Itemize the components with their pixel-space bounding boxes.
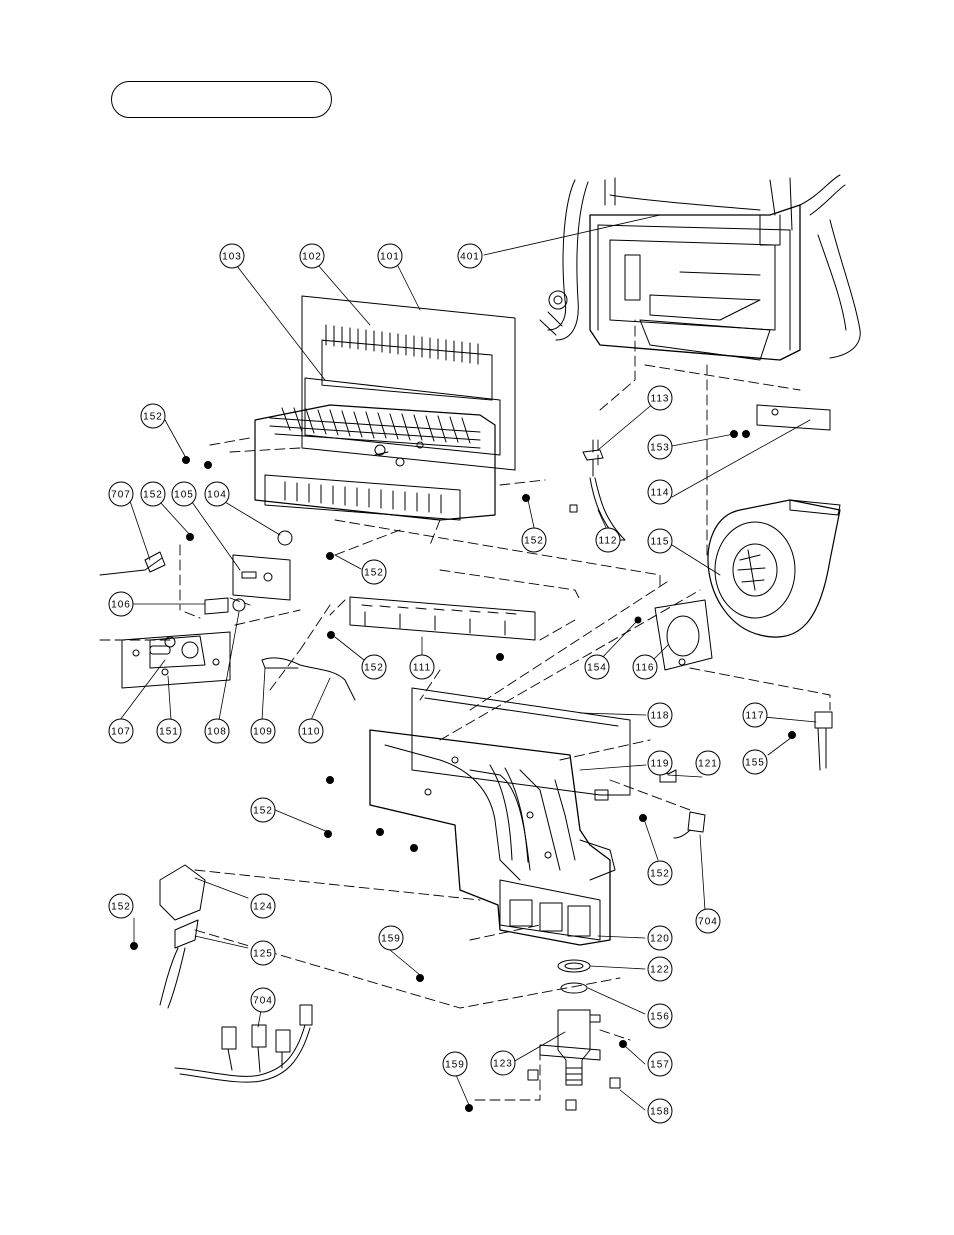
callout-label: 152 <box>111 901 131 913</box>
callout-label: 707 <box>111 489 131 501</box>
callout-151 <box>157 719 181 743</box>
callout-label: 122 <box>650 964 670 976</box>
bracket-114 <box>757 405 830 430</box>
callout-105 <box>172 482 196 506</box>
callout-label: 104 <box>207 489 227 501</box>
callout-label: 119 <box>650 758 670 770</box>
callout-152 <box>141 404 165 428</box>
callout-108 <box>205 719 229 743</box>
callout-157 <box>648 1052 672 1076</box>
callout-label: 103 <box>222 251 242 263</box>
callout-123 <box>491 1051 515 1075</box>
callout-102 <box>300 244 324 268</box>
callout-label: 121 <box>698 758 718 770</box>
callout-label: 704 <box>698 916 718 928</box>
callout-label: 116 <box>635 662 655 674</box>
callout-label: 152 <box>364 567 384 579</box>
callout-label: 158 <box>650 1106 670 1118</box>
callout-label: 106 <box>111 599 131 611</box>
callout-117 <box>743 703 767 727</box>
callout-112 <box>596 528 620 552</box>
callout-152 <box>362 560 386 584</box>
callout-104 <box>205 482 229 506</box>
callout-label: 105 <box>174 489 194 501</box>
callout-158 <box>648 1099 672 1123</box>
callout-label: 704 <box>253 995 273 1007</box>
callout-152 <box>251 798 275 822</box>
callout-115 <box>648 529 672 553</box>
callout-label: 151 <box>159 726 179 738</box>
callout-label: 115 <box>650 536 670 548</box>
callout-116 <box>633 655 657 679</box>
callout-154 <box>585 655 609 679</box>
callout-107 <box>109 719 133 743</box>
callout-103 <box>220 244 244 268</box>
callout-label: 118 <box>650 710 670 722</box>
connector-parts <box>595 712 832 838</box>
callout-label: 113 <box>650 393 670 405</box>
callout-113 <box>648 386 672 410</box>
callout-label: 159 <box>381 933 401 945</box>
callout-label: 111 <box>412 662 432 674</box>
callout-111 <box>410 655 434 679</box>
callout-label: 117 <box>745 710 765 722</box>
callout-label: 101 <box>380 251 400 263</box>
callout-label: 154 <box>587 662 607 674</box>
callout-label: 125 <box>253 948 273 960</box>
callout-label: 401 <box>460 251 480 263</box>
callout-label: 152 <box>524 535 544 547</box>
callout-label: 152 <box>364 662 384 674</box>
callout-109 <box>251 719 275 743</box>
callout-125 <box>251 941 275 965</box>
callout-label: 120 <box>650 933 670 945</box>
callout-122 <box>648 957 672 981</box>
callout-121 <box>696 751 720 775</box>
callout-101 <box>378 244 402 268</box>
callout-label: 156 <box>650 1011 670 1023</box>
callout-label: 159 <box>445 1059 465 1071</box>
callout-label: 124 <box>253 901 273 913</box>
callout-110 <box>299 719 323 743</box>
heat-exchanger-cabinet <box>540 175 860 360</box>
callout-label: 107 <box>111 726 131 738</box>
callout-152 <box>648 861 672 885</box>
sensor-113-112 <box>570 440 625 540</box>
callout-152 <box>109 894 133 918</box>
callout-704 <box>696 909 720 933</box>
callout-118 <box>648 703 672 727</box>
callout-label: 123 <box>493 1058 513 1070</box>
callout-label: 110 <box>301 726 321 738</box>
callout-707 <box>109 482 133 506</box>
gas-valve-assembly <box>370 688 630 945</box>
water-valve <box>528 960 620 1110</box>
callout-label: 157 <box>650 1059 670 1071</box>
leader-lines <box>120 215 816 1110</box>
callout-label: 153 <box>650 442 670 454</box>
callout-159 <box>443 1052 467 1076</box>
callout-153 <box>648 435 672 459</box>
callout-label: 114 <box>650 487 670 499</box>
callout-152 <box>362 655 386 679</box>
callout-155 <box>743 750 767 774</box>
wire-harness-704 <box>175 1005 312 1082</box>
blower-fan <box>655 500 840 670</box>
callout-label: 152 <box>143 411 163 423</box>
callout-119 <box>648 751 672 775</box>
callout-114 <box>648 480 672 504</box>
callout-120 <box>648 926 672 950</box>
callout-124 <box>251 894 275 918</box>
callout-401 <box>458 244 482 268</box>
callout-152 <box>522 528 546 552</box>
callout-159 <box>379 926 403 950</box>
inspection-panel-111 <box>350 597 535 640</box>
callout-group <box>109 244 767 1123</box>
callout-label: 155 <box>745 757 765 769</box>
callout-label: 108 <box>207 726 227 738</box>
callout-label: 152 <box>253 805 273 817</box>
callout-156 <box>648 1004 672 1028</box>
callout-label: 112 <box>598 535 618 547</box>
callout-152 <box>141 482 165 506</box>
callout-704 <box>251 988 275 1012</box>
callout-label: 102 <box>302 251 322 263</box>
callout-label: 152 <box>143 489 163 501</box>
callout-106 <box>109 592 133 616</box>
callout-label: 152 <box>650 868 670 880</box>
burner-assembly <box>255 296 515 520</box>
callout-label: 109 <box>253 726 273 738</box>
